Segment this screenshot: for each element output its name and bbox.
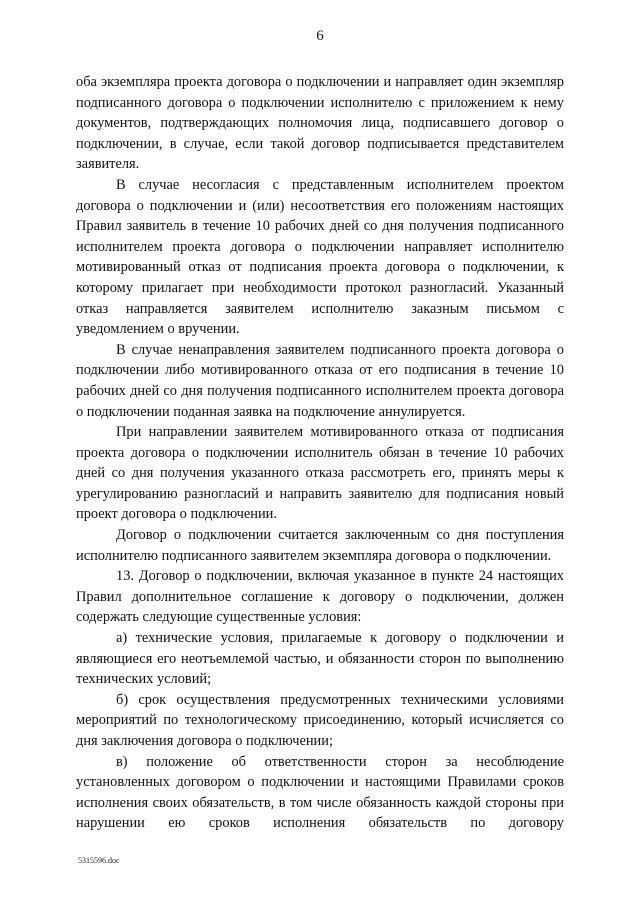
paragraph-item-13: 13. Договор о подключении, включая указанное в пункте 24 настоящих Правил дополнительное соглашение к договору о подключении, должен содержать следующие существенные условия: (76, 568, 564, 626)
paragraph-non-sending: В случае ненаправления заявителем подписанного проекта договора о подключении либо мотивированного отказа от его подписания в течение 10 рабочих дней со дня получения подписанного исполнителем проекта договора о подключении поданная заявка на подключение аннулируется. (76, 341, 564, 420)
paragraph-continuation: оба экземпляра проекта договора о подключении и направляет один экземпляр подписанного договора о подключении исполнителю с приложением к нему документов, подтверждающих полномочия лица, подписавшего договор о подключении, в случае, если такой договор подписывается представителем заявителя. (76, 74, 564, 173)
paragraph-contract-concluded: Договор о подключении считается заключенным со дня поступления исполнителю подписанного заявителем экземпляра договора о подключении. (76, 527, 564, 564)
page-number: 6 (316, 28, 324, 44)
document-body (76, 72, 564, 834)
paragraph-refusal-handling: При направлении заявителем мотивированного отказа от подписания проекта договора о подключении исполнитель обязан в течение 10 рабочих дней со дня получения указанного отказа рассмотреть его, принять меры к урегулированию разногласий и направить заявителю для подписания новый проект договора о подключении. (76, 424, 564, 523)
paragraph-item-b: б) срок осуществления предусмотренных техническими условиями мероприятий по технологическому присоединению, который исчисляется со дня заключения договора о подключении; (76, 691, 564, 749)
paragraph-disagreement: В случае несогласия с представленным исполнителем проектом договора о подключении и (или) несоответствия его положениям настоящих Правил заявитель в течение 10 рабочих дней со дня получения подписанного исполнителем проекта договора о подключении направляет исполнителю мотивированный отказ от подписания проекта договора о подключении, к которому прилагает при необходимости протокол разногласий. Указанный отказ направляется заявителем исполнителю заказным письмом с уведомлением о вручении. (76, 176, 564, 338)
footer-file-code: 5315596.doc (78, 856, 120, 865)
paragraph-item-c: в) положение об ответственности сторон за несоблюдение установленных договором о подключении и настоящими Правилами сроков исполнения своих обязательств, в том числе обязанность каждой стороны при нарушении ею сроков исполнения обязательств по договору (76, 753, 564, 832)
paragraph-item-a: а) технические условия, прилагаемые к договору о подключении и являющиеся его неотъемлемой частью, и обязанности сторон по выполнению технических условий; (76, 630, 564, 688)
